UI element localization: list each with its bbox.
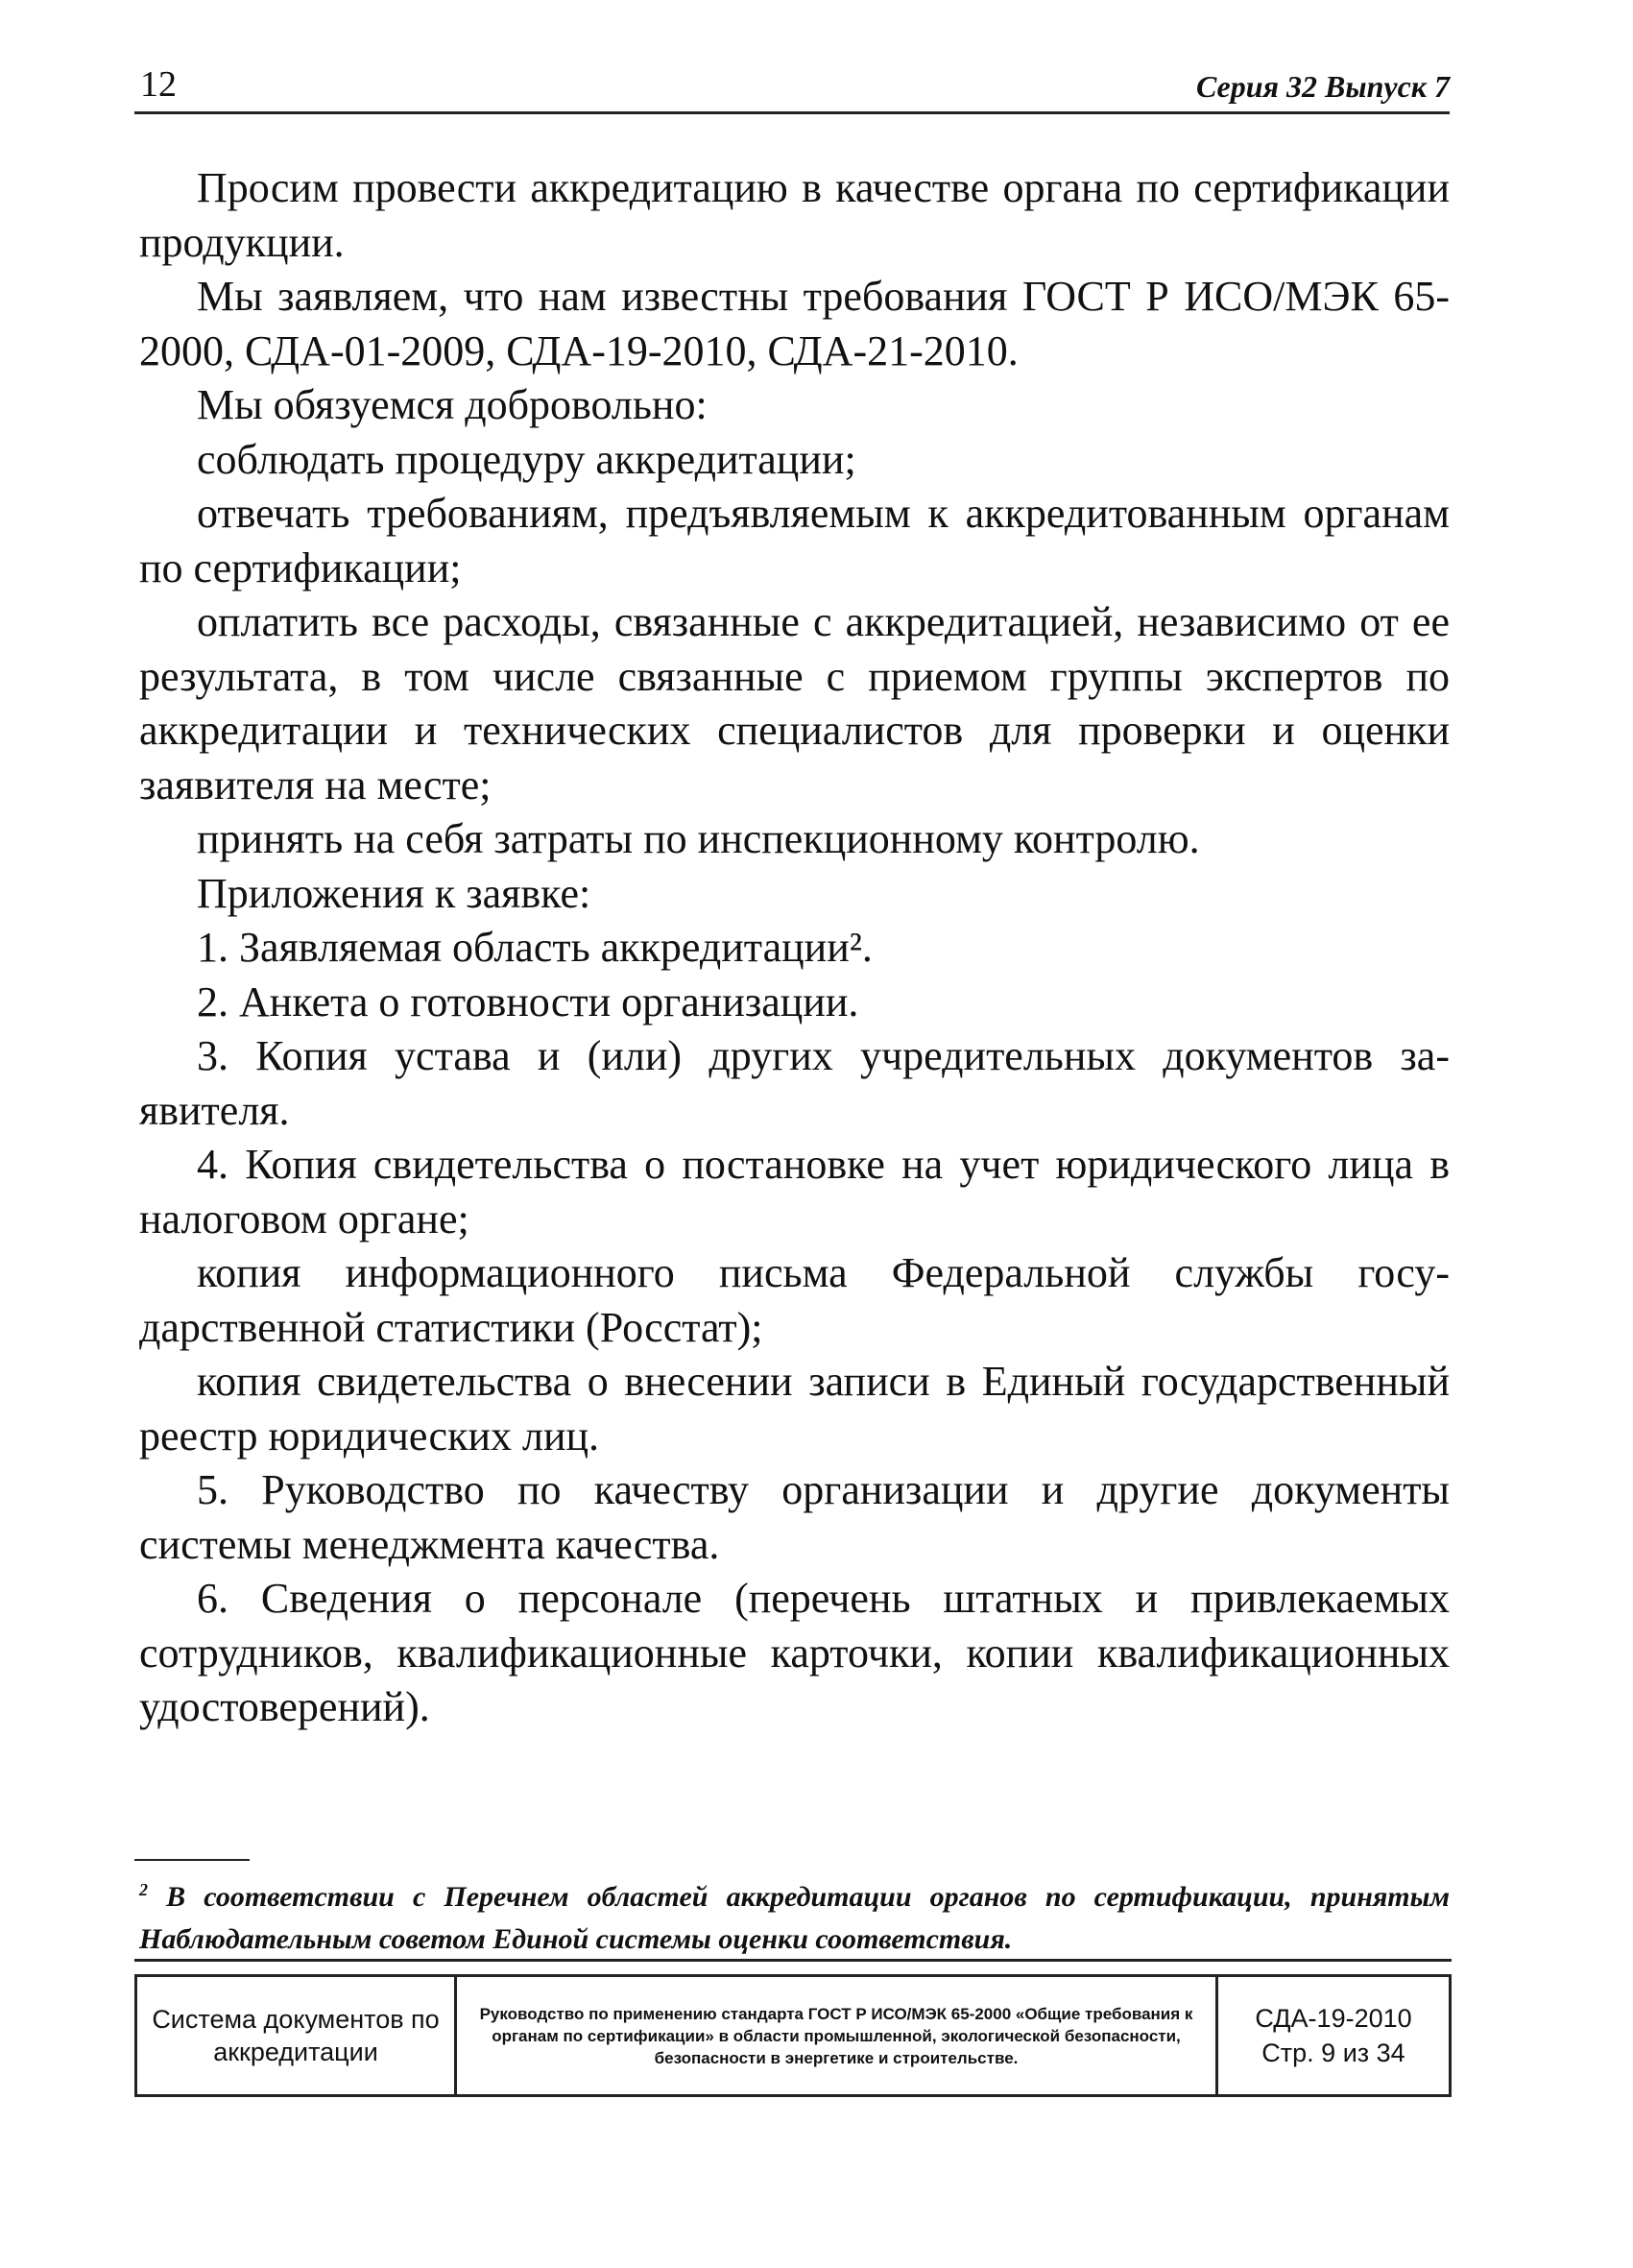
footer-title: Руководство по применению стандарта ГОСТ Р ИСО/МЭК 65-2000 «Общие требования к органам по сертификации» в области промышленной, экологической безопасности, безопасности в энергетике и строительстве. xyxy=(479,2004,1193,2067)
footer-system: Система документов по аккредитации xyxy=(152,2005,440,2066)
list-item: 4. Копия свидетельства о постановке на учет юридического лица в налоговом органе; xyxy=(139,1141,1450,1243)
paragraph: Просим провести аккредитацию в качестве органа по сертификации продукции. xyxy=(139,164,1450,266)
paragraph: оплатить все расходы, связанные с аккредитацией, независимо от ее результата, в том числе связанные с приемом группы экспертов по аккредитации и технических специалистов для проверки и оценки заявителя на месте; xyxy=(139,598,1450,808)
paragraph: Мы обязуемся добровольно: xyxy=(197,381,708,428)
footer-title-cell xyxy=(456,1976,1217,2096)
paragraph: принять на себя затраты по инспекционному контролю. xyxy=(197,815,1200,862)
footer-divider xyxy=(134,1959,1452,1962)
footnote-text: В соответствии с Перечнем областей аккредитации органов по сертификации, принятым Наблюдательным советом Единой системы оценки соответствия. xyxy=(139,1881,1451,1955)
footnote xyxy=(139,1869,1450,1961)
paragraph: Приложения к заявке: xyxy=(197,869,591,917)
page-header xyxy=(134,58,1450,114)
paragraph: копия информационного письма Федеральной службы государственной статистики (Росстат); xyxy=(139,1249,1450,1351)
footnote-divider xyxy=(134,1859,250,1861)
footer-table xyxy=(134,1974,1452,2097)
list-item: 5. Руководство по качеству организации и другие документы системы менеджмента качества. xyxy=(139,1466,1450,1568)
page-number: 12 xyxy=(140,64,177,105)
footer-code-cell xyxy=(1217,1976,1451,2096)
footer-system-cell xyxy=(136,1976,456,2096)
paragraph: копия свидетельства о внесении записи в Единый государственный реестр юридических лиц. xyxy=(139,1358,1450,1460)
list-item: 1. Заявляемая область аккредитации². xyxy=(197,924,873,971)
paragraph: отвечать требованиям, предъявляемым к аккредитованным органам по сертификации; xyxy=(139,490,1450,591)
footer-page-info: Стр. 9 из 34 xyxy=(1261,2039,1405,2067)
paragraph: Мы заявляем, что нам известны требования ГОСТ Р ИСО/МЭК 65-2000, СДА-01-2009, СДА-19-2010, СДА-21-2010. xyxy=(139,273,1450,374)
footnote-marker: 2 xyxy=(139,1880,148,1899)
body-text xyxy=(139,161,1450,1735)
list-item: 3. Копия устава и (или) других учредительных документов заявителя. xyxy=(139,1032,1450,1134)
paragraph: соблюдать процедуру аккредитации; xyxy=(197,435,856,483)
list-item: 6. Сведения о персонале (перечень штатных и привлекаемых сотрудников, квалификационные карточки, копии квалификационных удостоверений). xyxy=(139,1575,1450,1730)
footer-doc-code: СДА-19-2010 xyxy=(1255,2004,1412,2033)
list-item: 2. Анкета о готовности организации. xyxy=(197,977,859,1025)
series-label: Серия 32 Выпуск 7 xyxy=(1195,69,1450,104)
